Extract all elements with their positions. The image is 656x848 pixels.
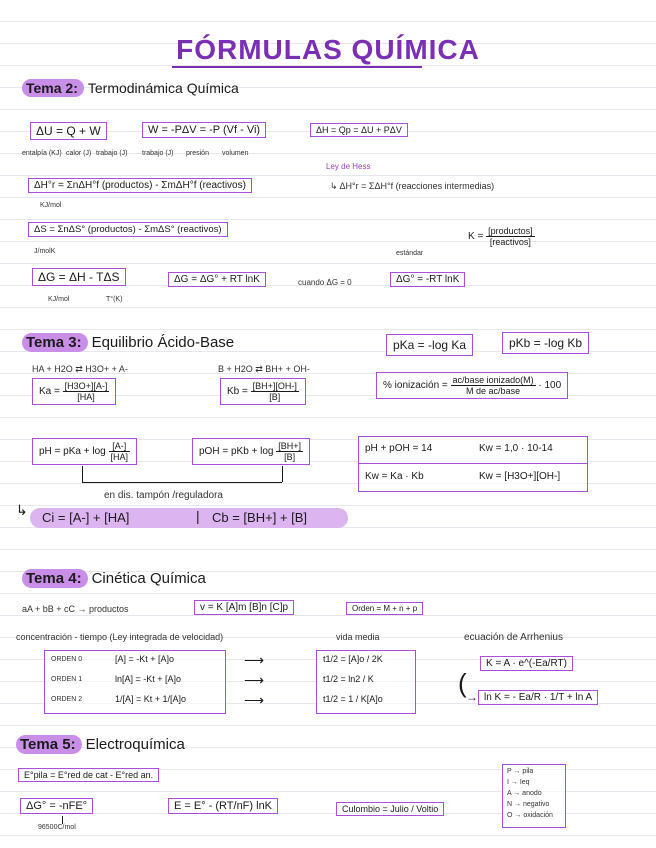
tema5-heading [16, 736, 185, 754]
orden2-equation: 1/[A] = Kt + 1/[A]o [115, 694, 187, 704]
label-kjmol: KJ/mol [40, 202, 62, 209]
reaction-acid: HA + H2O ⇄ H3O+ + A- [32, 364, 128, 374]
faraday-connector [62, 816, 63, 824]
label-calor: calor (J) [66, 150, 92, 157]
legend-item: A → anodo [507, 790, 542, 797]
orden1-label: ORDEN 1 [51, 676, 83, 683]
tampon-connector-right [282, 466, 283, 482]
electrode-legend [502, 764, 566, 828]
formula-ci: Ci = [A-] + [HA] [42, 510, 130, 525]
ka-denominator: [HA] [77, 392, 95, 402]
label-presion: presión [186, 150, 209, 157]
page-title: FÓRMULAS QUÍMICA [176, 34, 480, 65]
formula-pkb: pKb = -log Kb [502, 332, 589, 354]
ph-sum: pH + pOH = 14 [365, 443, 433, 454]
formula-ionizacion [376, 372, 568, 399]
arrhenius-arrow-icon: → [466, 690, 478, 704]
formula-kb [220, 378, 306, 405]
cuando-label: cuando ΔG = 0 [298, 278, 352, 287]
formula-delta-h: ΔH = Qp = ΔU + PΔV [310, 123, 408, 137]
formula-epila: E°pila = E°red de cat - E°red an. [18, 768, 159, 782]
orden0-label: ORDEN 0 [51, 656, 83, 663]
k-denominator: [reactivos] [489, 237, 531, 247]
formula-delta-g-rt: ΔG = ΔG° + RT lnK [168, 272, 266, 287]
orden0-equation: [A] = -Kt + [A]o [115, 654, 175, 664]
kinetics-reaction: aA + bB + cC → productos [22, 604, 129, 614]
tema5-label: Tema 5: [16, 735, 82, 754]
tema2-label: Tema 2: [22, 79, 84, 97]
formula-delta-g0: ΔG° = -RT lnK [390, 272, 465, 287]
k-fraction [486, 226, 535, 247]
formula-hess: ↳ ΔH°r = ΣΔH°f (reacciones intermedias) [330, 181, 495, 191]
arrhenius-label: ecuación de Arrhenius [464, 632, 563, 643]
ka-fraction [63, 381, 110, 402]
kw-value: Kw = 1,0 · 10-14 [479, 443, 553, 454]
formula-rate: v = K [A]m [B]n [C]p [194, 600, 294, 615]
formula-ka [32, 378, 116, 405]
orden2-label: ORDEN 2 [51, 696, 83, 703]
ion-fraction [451, 375, 536, 396]
ley-hess-label: Ley de Hess [326, 162, 371, 171]
formula-poh [192, 438, 310, 465]
tema4-label: Tema 4: [22, 569, 88, 588]
tema3-label: Tema 3: [22, 333, 88, 352]
ion-denominator: M de ac/base [466, 386, 521, 396]
label-entalpia: entalpía (KJ) [22, 150, 62, 157]
label-jmolk: J/molK [34, 248, 56, 255]
ph-lhs: pH = pKa + log [39, 446, 106, 458]
water-box-divider [359, 463, 587, 464]
kb-numerator: [BH+][OH-] [252, 381, 297, 391]
formula-delta-u: ΔU = Q + W [30, 122, 107, 140]
tampon-label: en dis. tampón /reguladora [104, 490, 223, 501]
formula-delta-h-r: ΔH°r = ΣnΔH°f (productos) - ΣmΔH°f (reactivos) [28, 178, 252, 193]
half-life-2: t1/2 = 1 / K[A]o [323, 694, 383, 704]
k-numerator: [productos] [488, 226, 533, 236]
ph-numerator: [A-] [109, 441, 131, 452]
ka-numerator: [H3O+][A-] [64, 381, 108, 391]
ion-numerator: ac/base ionizado(M) [452, 375, 534, 385]
formula-ph [32, 438, 137, 465]
vida-media-label: vida media [336, 632, 380, 642]
label-tk: T°(K) [106, 296, 123, 303]
kb-denominator: [B] [269, 392, 281, 402]
half-life-0: t1/2 = [A]o / 2K [323, 654, 383, 664]
tema3-heading [22, 334, 234, 352]
poh-numerator: [BH+] [278, 441, 302, 451]
culombio-box: Culombio = Julio / Voltio [336, 802, 444, 816]
tampon-connector-bottom [82, 482, 282, 483]
ph-fraction [109, 441, 131, 462]
legend-item: N → negativo [507, 801, 550, 808]
ka-lhs: Ka = [39, 386, 60, 398]
buffer-separator: | [196, 508, 200, 524]
title-underline [172, 66, 422, 68]
label-estandar: estándar [396, 250, 424, 257]
k-lhs: K = [468, 231, 484, 243]
arrow-orden1-icon: ⟶ [244, 672, 265, 688]
arrhenius-bracket: ( [458, 668, 467, 698]
formula-delta-s: ΔS = ΣnΔS° (productos) - ΣmΔS° (reactivos) [28, 222, 228, 237]
formula-k [468, 226, 535, 247]
half-life-1: t1/2 = ln2 / K [323, 674, 374, 684]
tampon-connector-left [82, 466, 83, 482]
tema2-heading [22, 80, 239, 98]
arrow-orden0-icon: ⟶ [244, 652, 265, 668]
water-constants-box [358, 436, 588, 492]
tema4-heading [22, 570, 206, 588]
kb-fraction [251, 381, 299, 402]
reaction-base: B + H2O ⇄ BH+ + OH- [218, 364, 310, 374]
legend-item: I → Ieq [507, 779, 530, 786]
ph-denominator: [HA] [110, 452, 129, 462]
integrated-laws-box [44, 650, 226, 714]
poh-fraction [276, 441, 303, 462]
formula-pka: pKa = -log Ka [386, 334, 473, 356]
formula-orden: Orden = M + n + p [346, 602, 423, 615]
formula-delta-g-electro: ΔG° = -nFE° [20, 798, 93, 814]
formula-arrhenius-log: ln K = - Ea/R · 1/T + ln A [478, 690, 598, 705]
ion-tail: · 100 [538, 380, 562, 392]
legend-item: P → pila [507, 768, 534, 775]
poh-lhs: pOH = pKb + log [199, 446, 274, 458]
legend-item: O → oxidación [507, 812, 553, 819]
arrow-orden2-icon: ⟶ [244, 692, 265, 708]
tema4-subtitle: Cinética Química [91, 570, 206, 587]
formula-delta-g: ΔG = ΔH - TΔS [32, 268, 126, 286]
kw-ion-product: Kw = [H3O+][OH-] [479, 471, 561, 482]
formula-arrhenius: K = A · e^(-Ea/RT) [480, 656, 573, 671]
faraday-constant: 96500C/mol [38, 824, 76, 831]
formula-cb: Cb = [BH+] + [B] [212, 510, 308, 525]
tema2-subtitle: Termodinámica Química [87, 80, 239, 96]
formula-work: W = -PΔV = -P (Vf - Vi) [142, 122, 266, 138]
label-trabajo: trabajo (J) [96, 150, 128, 157]
label-volumen: volumen [222, 150, 249, 157]
orden1-equation: ln[A] = -Kt + [A]o [115, 674, 182, 684]
kb-lhs: Kb = [227, 386, 248, 398]
buffer-arrow-icon: ↳ [16, 502, 28, 518]
kw-ka-kb: Kw = Ka · Kb [365, 471, 424, 482]
ion-lhs: % ionización = [383, 380, 448, 392]
formula-nernst: E = E° - (RT/nF) lnK [168, 798, 278, 814]
tema3-subtitle: Equilibrio Ácido-Base [91, 334, 235, 351]
tema5-subtitle: Electroquímica [85, 736, 185, 753]
label-trabajo-w: trabajo (J) [142, 150, 174, 157]
half-life-box [316, 650, 416, 714]
label-kjmol-g: KJ/mol [48, 296, 70, 303]
conc-tiempo-label: concentración - tiempo (Ley integrada de velocidad) [16, 632, 224, 642]
poh-denominator: [B] [284, 452, 296, 462]
